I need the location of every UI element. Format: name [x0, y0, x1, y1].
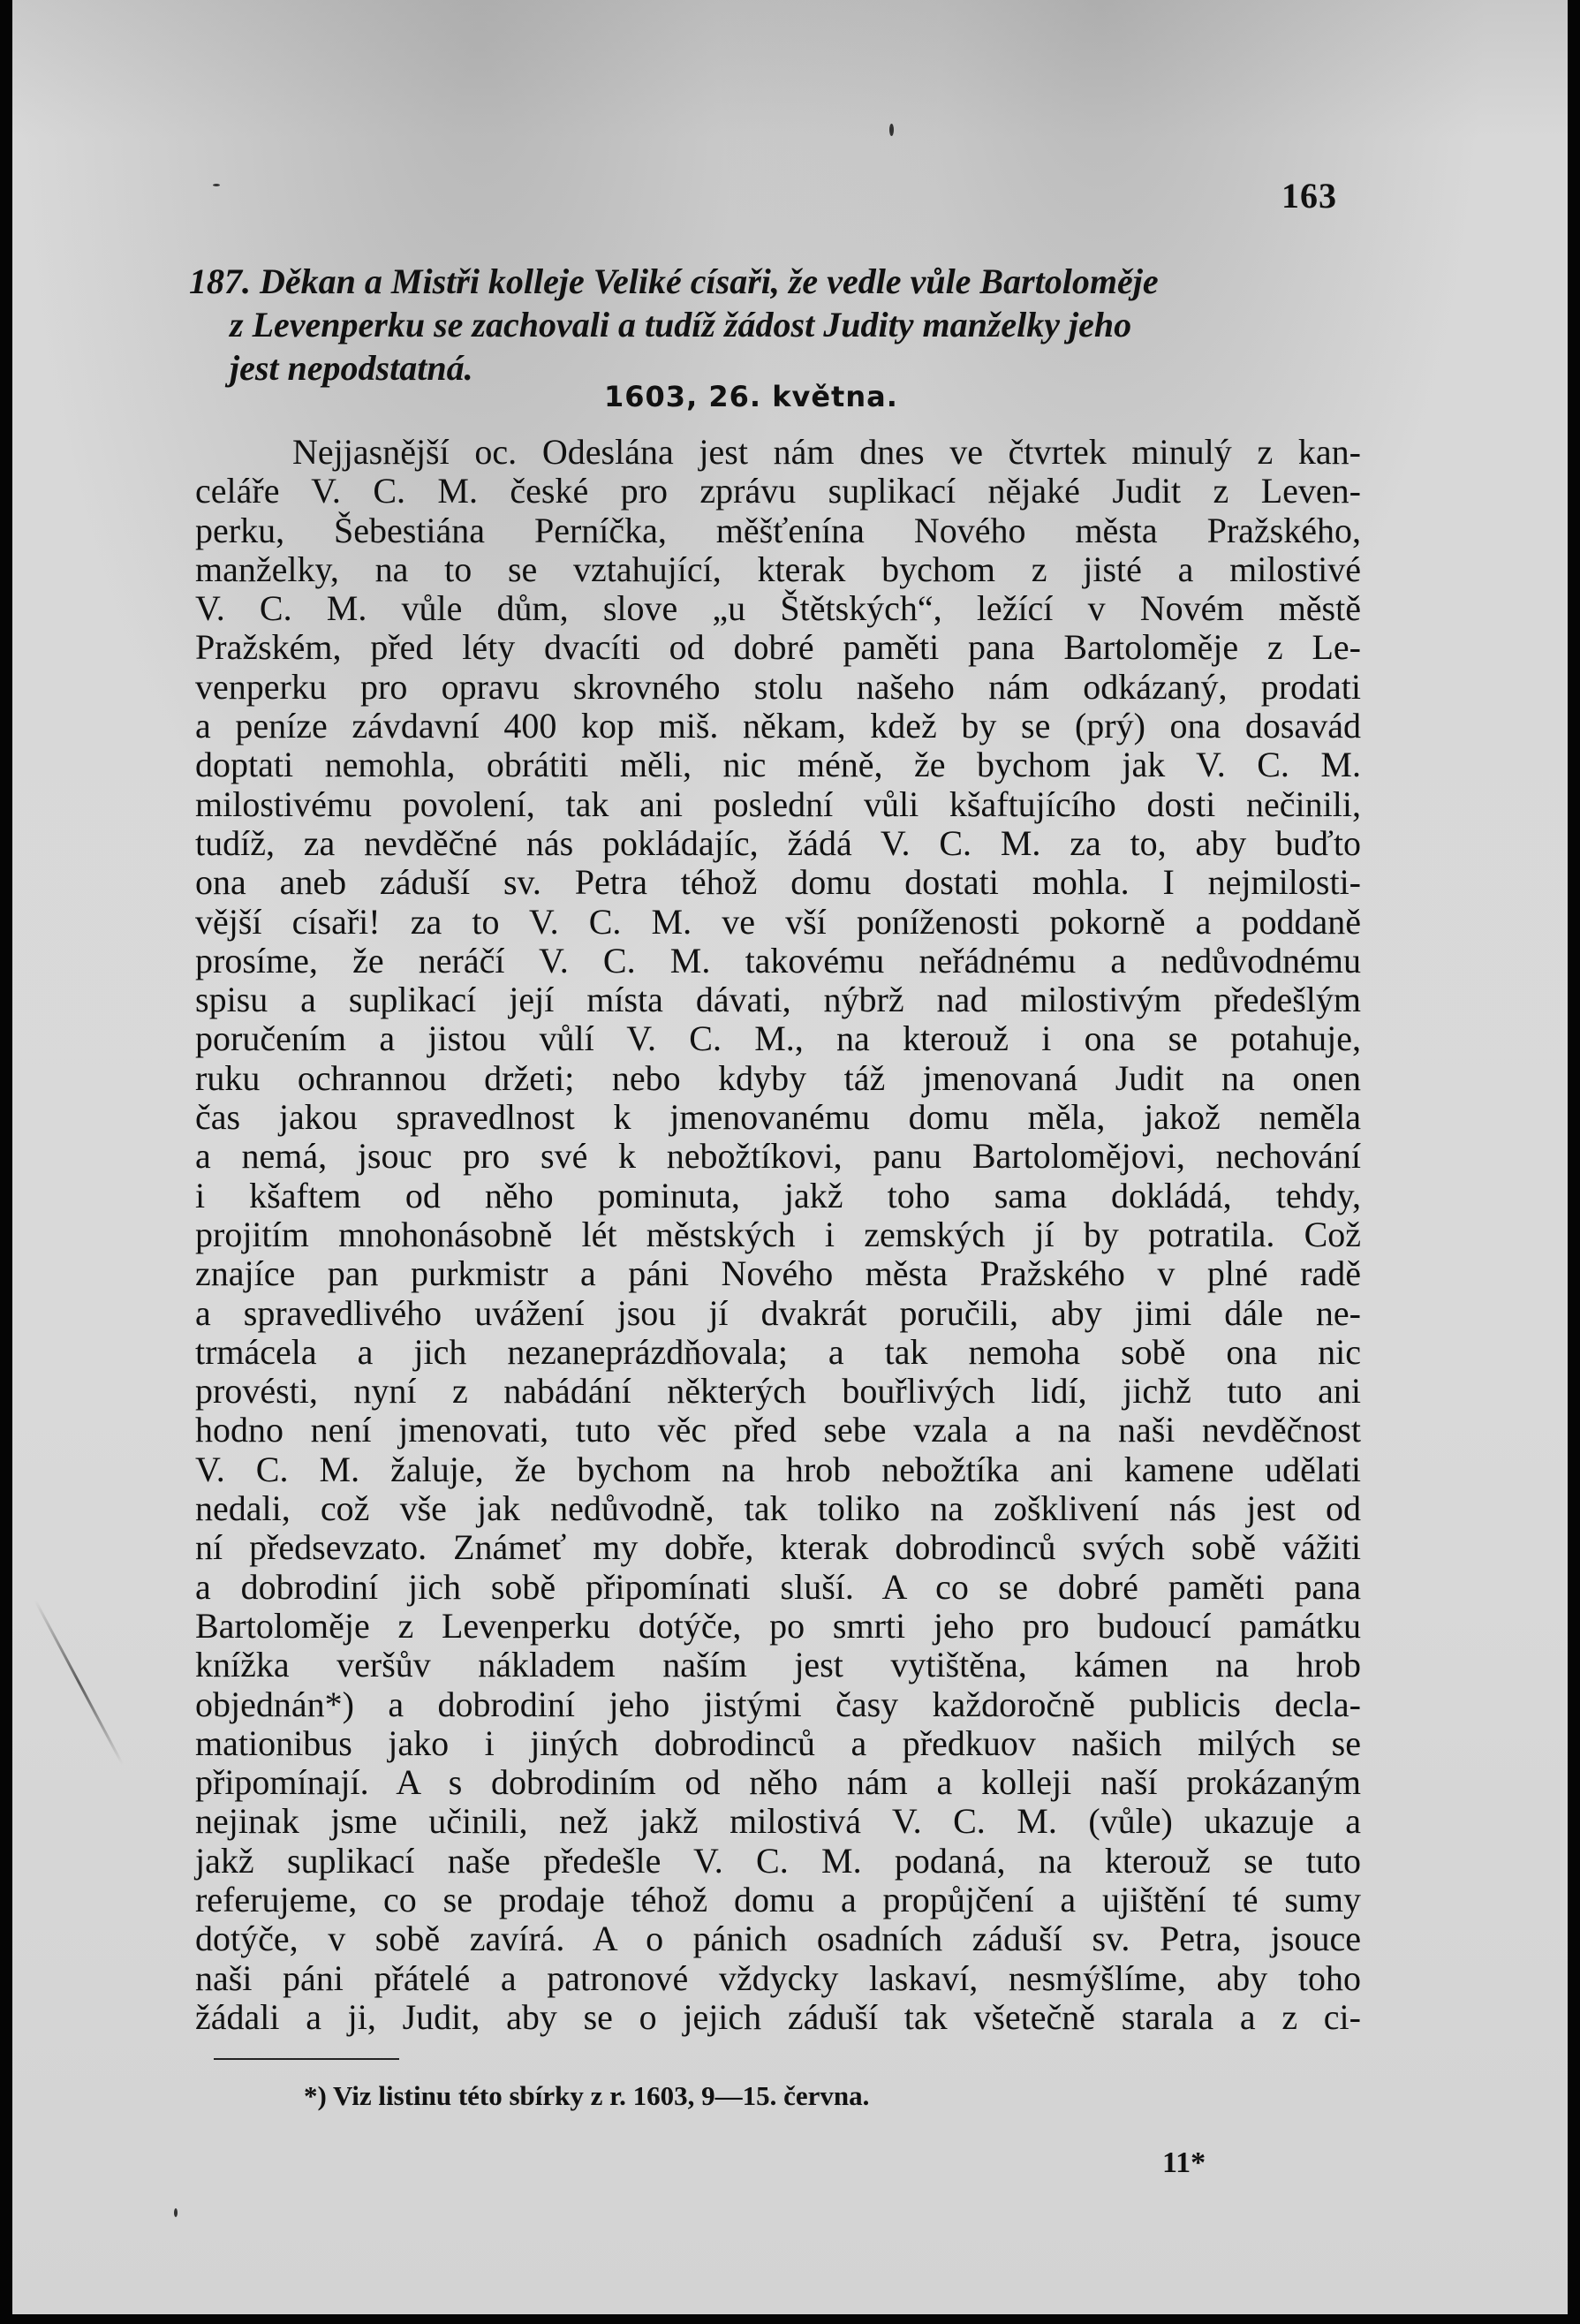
- page-number: 163: [1281, 176, 1337, 216]
- body-line: tudíž, za nevděčné nás pokládajíc, žádá V. C. M. za to, aby buďto: [195, 822, 1361, 863]
- body-line: vější císaři! za to V. C. M. ve vší poníženosti pokorně a poddaně: [195, 901, 1361, 942]
- body-line: dotýče, v sobě zavírá. A o pánich osadních záduší sv. Petra, jsouce: [195, 1919, 1361, 1959]
- body-line: nedali, což vše jak nedůvodně, tak toliko na zošklivení nás jest od: [195, 1488, 1361, 1529]
- body-line: a dobrodiní jich sobě připomínati sluší. A co se dobré paměti pana: [195, 1566, 1361, 1607]
- footnote-rule: [214, 2058, 399, 2060]
- scanned-page: [12, 0, 1568, 2314]
- body-line: perku, Šebestiána Perníčka, měšťenína Nového města Pražského,: [195, 510, 1361, 550]
- body-line: objednán*) a dobrodiní jeho jistými časy každoročně publicis decla-: [195, 1684, 1361, 1724]
- body-line: venperku pro opravu skrovného stolu našeho nám odkázaný, prodati: [195, 666, 1361, 707]
- body-line: ona aneb záduší sv. Petra téhož domu dostati mohla. I nejmilosti-: [195, 862, 1361, 903]
- printer-signature: 11*: [1162, 2146, 1206, 2179]
- body-line: a peníze závdavní 400 kop miš. někam, kdež by se (prý) ona dosavád: [195, 706, 1361, 746]
- body-line: doptati nemohla, obrátiti měli, nic méně, že bychom jak V. C. M.: [195, 745, 1361, 785]
- body-line: naši páni přátelé a patronové vždycky laskaví, nesmýšlíme, aby toho: [195, 1957, 1361, 1998]
- body-line: Pražském, před léty dvacíti od dobré paměti pana Bartoloměje z Le-: [195, 627, 1361, 668]
- page-crease-mark: [34, 1601, 124, 1766]
- document-number: 187.: [189, 261, 251, 301]
- body-line: poručením a jistou vůlí V. C. M., na kterouž i ona se potahuje,: [195, 1018, 1361, 1059]
- body-line: Bartoloměje z Levenperku dotýče, po smrti jeho pro budoucí památku: [195, 1605, 1361, 1646]
- ink-speck: [889, 124, 894, 136]
- body-line: a spravedlivého uvážení jsou jí dvakrát poručili, aby jimi dále ne-: [195, 1292, 1361, 1333]
- body-line: V. C. M. vůle dům, slove „u Štětských“, ležící v Novém městě: [195, 588, 1361, 629]
- body-line: celáře V. C. M. české pro zprávu suplikací nějaké Judit z Leven-: [195, 471, 1361, 511]
- body-line: a nemá, jsouc pro své k nebožtíkovi, panu Bartolomějovi, nechování: [195, 1136, 1361, 1177]
- heading-line-1: [189, 260, 1337, 303]
- body-line: V. C. M. žaluje, že bychom na hrob nebožtíka ani kamene udělati: [195, 1449, 1361, 1489]
- document-heading: [189, 260, 1337, 390]
- heading-text-1: Děkan a Mistři kolleje Veliké císaři, že vedle vůle Bartoloměje: [260, 261, 1159, 301]
- body-line: nejinak jsme učinili, než jakž milostivá V. C. M. (vůle) ukazuje a: [195, 1801, 1361, 1842]
- body-line: jakž suplikací naše předešle V. C. M. podaná, na kterouž se tuto: [195, 1840, 1361, 1881]
- body-line: ní předsevzato. Známeť my dobře, kterak dobrodinců svých sobě vážiti: [195, 1527, 1361, 1568]
- body-line: žádali a ji, Judit, aby se o jejich záduší tak všetečně starala a z ci-: [195, 1996, 1361, 2037]
- heading-line-3: jest nepodstatná.: [230, 348, 473, 388]
- body-line: referujeme, co se prodaje téhož domu a propůjčení a ujištění té sumy: [195, 1879, 1361, 1919]
- body-line: připomínají. A s dobrodiním od něho nám a kolleji naší prokázaným: [195, 1762, 1361, 1803]
- document-date: 1603, 26. května.: [604, 380, 898, 413]
- heading-line-2: z Levenperku se zachovali a tudíž žádost Judity manželky jeho: [230, 305, 1132, 344]
- body-line: mationibus jako i jiných dobrodinců a předkuov našich milých se: [195, 1722, 1361, 1763]
- body-line: i kšaftem od něho pominuta, jakž toho sama dokládá, tehdy,: [195, 1175, 1361, 1215]
- body-line: čas jakou spravedlnost k jmenovanému domu měla, jakož neměla: [195, 1097, 1361, 1138]
- ink-speck: [174, 2208, 178, 2217]
- body-line: Nejjasnější oc. Odeslána jest nám dnes ve čtvrtek minulý z kan-: [292, 432, 1361, 472]
- ink-speck: [213, 184, 220, 186]
- body-line: projitím mnohonásobně lét městských i zemských jí by potratila. Což: [195, 1214, 1361, 1254]
- body-line: trmácela a jich nezaneprázdňovala; a tak nemoha sobě ona nic: [195, 1331, 1361, 1372]
- body-line: manželky, na to se vztahující, kterak bychom z jisté a milostivé: [195, 549, 1361, 589]
- body-line: provésti, nyní z nabádání některých bouřlivých lidí, jichž tuto ani: [195, 1371, 1361, 1412]
- body-line: spisu a suplikací její místa dávati, nýbrž nad milostivým předešlým: [195, 980, 1361, 1020]
- body-line: knížka veršův nákladem naším jest vytištěna, kámen na hrob: [195, 1645, 1361, 1685]
- body-line: ruku ochrannou držeti; nebo kdyby táž jmenovaná Judit na onen: [195, 1057, 1361, 1098]
- body-line: milostivému povolení, tak ani poslední vůli kšaftujícího dosti nečinili,: [195, 783, 1361, 824]
- body-line: znajíce pan purkmistr a páni Nového města Pražského v plné radě: [195, 1253, 1361, 1294]
- body-text: [195, 433, 1361, 2037]
- footnote: *) Viz listinu této sbírky z r. 1603, 9—15. června.: [304, 2080, 870, 2111]
- body-line: prosíme, že neráčí V. C. M. takovému neřádnému a nedůvodnému: [195, 940, 1361, 980]
- body-line: hodno není jmenovati, tuto věc před sebe vzala a na naši nevděčnost: [195, 1410, 1361, 1450]
